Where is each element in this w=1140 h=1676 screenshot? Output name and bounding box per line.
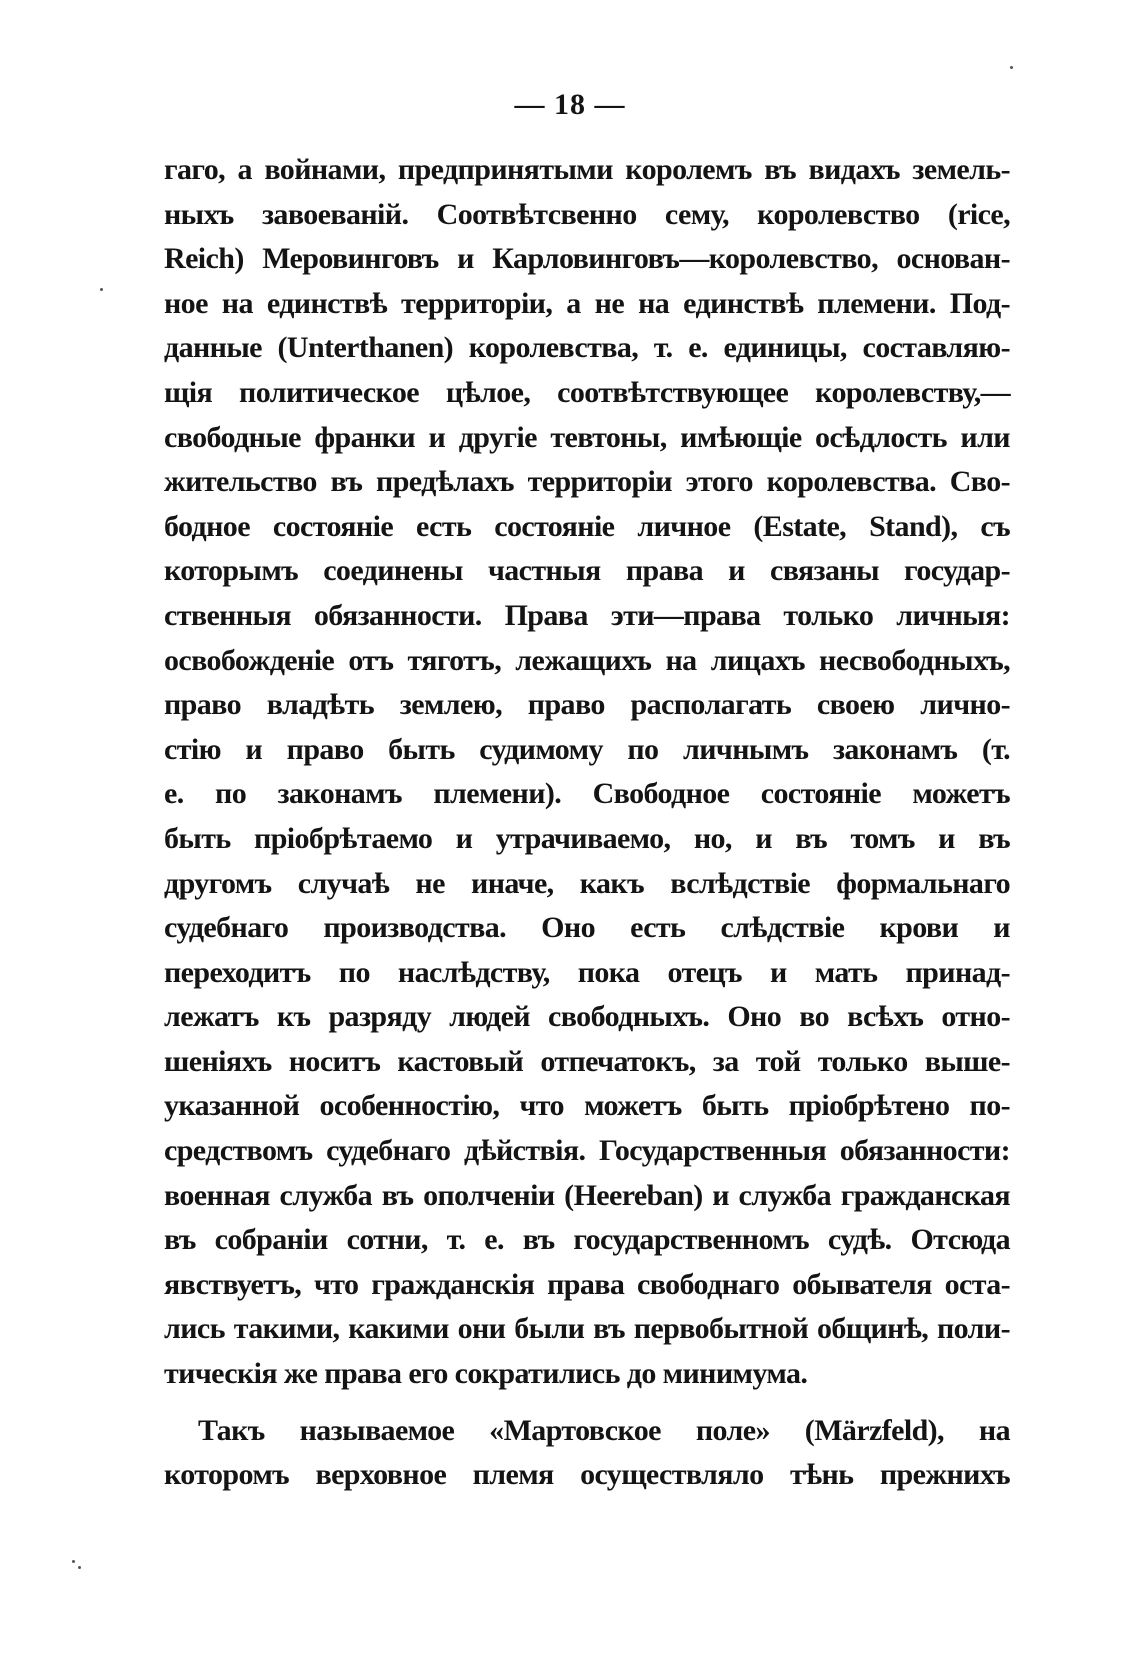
text-line: шеніяхъ носитъ кастовый отпечатокъ, за той только выше- (164, 1044, 1010, 1078)
text-line: гаго, а войнами, предпринятыми королемъ въ видахъ земель- (164, 153, 1010, 186)
text-line: освобожденіе отъ тяготъ, лежащихъ на лицахъ несвободныхъ, (164, 643, 1010, 677)
scan-speck (100, 288, 103, 291)
text-line: данные (Unterthanen) королевства, т. е. единицы, составляю- (164, 331, 1010, 365)
text-line: щія политическое цѣлое, соотвѣтствующее королевству,— (164, 375, 1010, 409)
text-line: ственныя обязанности. Права эти—права только личныя: (164, 598, 1010, 632)
text-line: ное на единствѣ территоріи, а не на единствѣ племени. Под- (164, 286, 1010, 320)
text-line: въ собраніи сотни, т. е. въ государственномъ судѣ. Отсюда (164, 1223, 1010, 1257)
text-line: тическія же права его сократились до минимума. (164, 1357, 808, 1391)
text-line: явствуетъ, что гражданскія права свободнаго обывателя оста- (164, 1267, 1010, 1301)
text-line: военная служба въ ополченіи (Heereban) и служба гражданская (164, 1178, 1010, 1212)
text-line: свободные франки и другіе тевтоны, имѣющіе осѣдлость или (164, 420, 1010, 454)
text-line: средствомъ судебнаго дѣйствія. Государственныя обязанности: (164, 1134, 1010, 1168)
text-line: судебнаго производства. Оно есть слѣдствіе крови и (164, 911, 1010, 945)
scan-speck (1010, 66, 1013, 69)
scan-speck (78, 1566, 81, 1569)
page-number: — 18 — (514, 88, 626, 121)
text-line: бодное состояніе есть состояніе личное (Estate, Stand), съ (164, 509, 1010, 543)
text-line: Reich) Меровинговъ и Карловинговъ—королевство, основан- (164, 242, 1010, 276)
text-line: право владѣть землею, право располагать своею лично- (164, 688, 1010, 722)
text-line: быть пріобрѣтаемо и утрачиваемо, но, и въ томъ и въ (164, 821, 1010, 855)
text-line: лежатъ къ разряду людей свободныхъ. Оно во всѣхъ отно- (164, 1000, 1010, 1034)
text-line: Такъ называемое «Мартовское поле» (Märzfeld), на (198, 1413, 1010, 1447)
paragraph-1 (164, 148, 1010, 1397)
body-text (164, 148, 1010, 1498)
text-line: жительство въ предѣлахъ территоріи этого королевства. Сво- (164, 465, 1010, 499)
text-line: другомъ случаѣ не иначе, какъ вслѣдствіе формальнаго (164, 866, 1010, 900)
text-line: переходитъ по наслѣдству, пока отецъ и мать принад- (164, 955, 1010, 989)
text-line: е. по законамъ племени). Свободное состояніе можетъ (164, 777, 1010, 811)
text-line: ныхъ завоеваній. Соотвѣтсвенно сему, королевство (rice, (164, 197, 1010, 231)
text-line: указанной особенностію, что можетъ быть пріобрѣтено по- (164, 1089, 1010, 1123)
text-line: которомъ верховное племя осуществляло тѣнь прежнихъ (164, 1458, 1010, 1492)
paragraph-2 (164, 1409, 1010, 1498)
text-line: лись такими, какими они были въ первобытной общинѣ, поли- (164, 1312, 1010, 1346)
text-line: которымъ соединены частныя права и связаны государ- (164, 554, 1010, 588)
paragraph-gap (164, 1397, 1010, 1409)
text-line: стію и право быть судимому по личнымъ законамъ (т. (164, 732, 1010, 766)
scan-speck (72, 1560, 75, 1563)
